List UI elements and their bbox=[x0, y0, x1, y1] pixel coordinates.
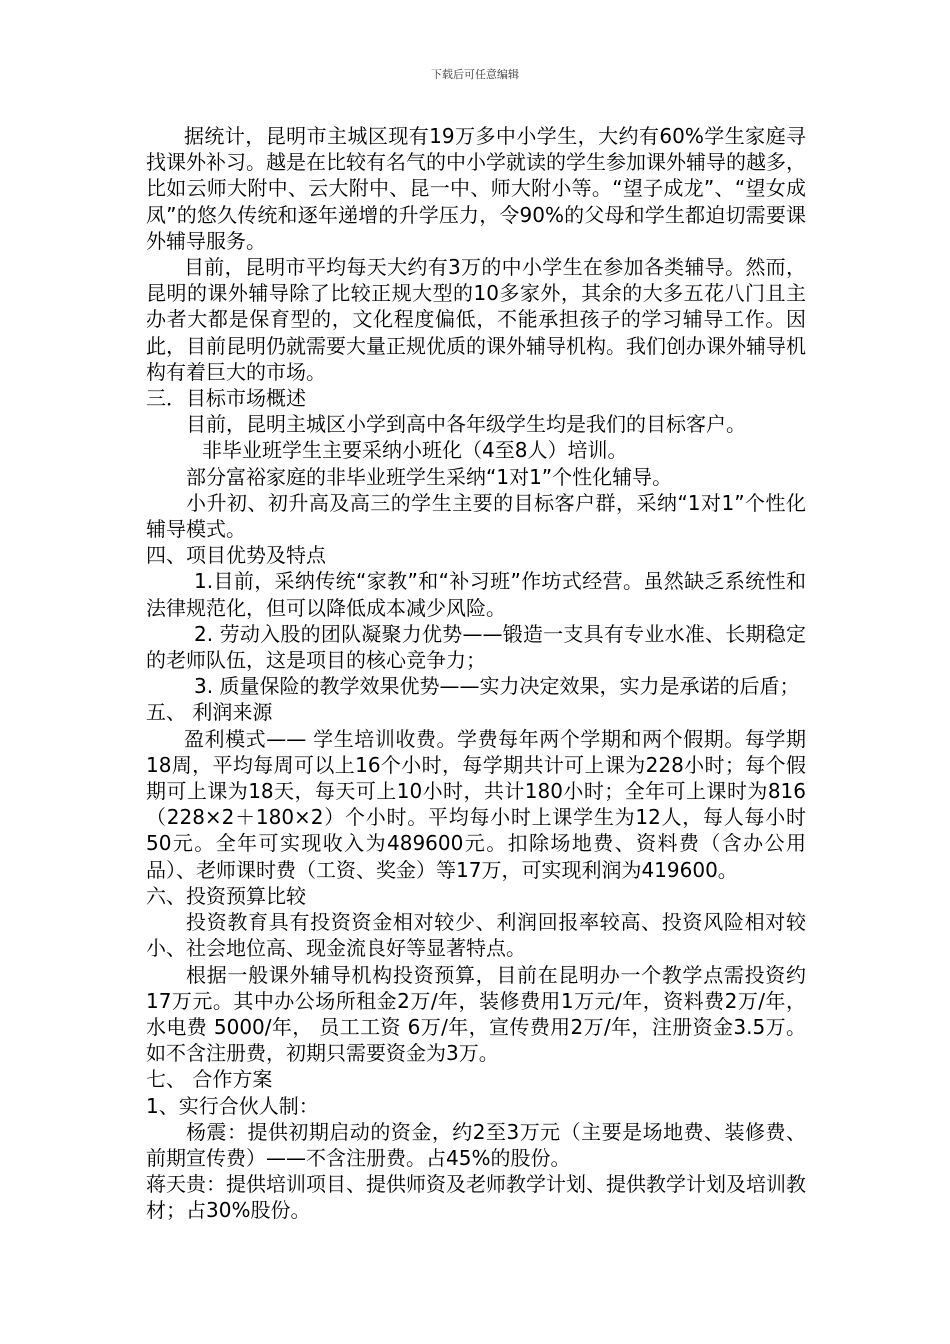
section-heading-6: 六、投资预算比较 bbox=[146, 883, 306, 908]
section-heading-7: 七、 合作方案 bbox=[146, 1067, 273, 1092]
paragraph-advantage-3: 3. 质量保险的教学效果优势——实力决定效果，实力是承诺的后盾； bbox=[194, 674, 800, 699]
paragraph-investment-features: 投资教育具有投资资金相对较少、利润回报率较高、投资风险相对较小、社会地位高、现金流良好等显著特点。 bbox=[146, 910, 806, 961]
paragraph-target-customers: 目前，昆明主城区小学到高中各年级学生均是我们的目标客户。 bbox=[186, 412, 746, 437]
paragraph-advantage-1: 1.目前，采纳传统“家教”和“补习班”作坊式经营。虽然缺乏系统性和法律规范化，但可以降低成本减少风险。 bbox=[146, 569, 806, 620]
paragraph-advantage-2: 2. 劳动入股的团队凝聚力优势——锻造一支具有专业水准、长期稳定的老师队伍，这是项目的核心竞争力； bbox=[146, 621, 806, 673]
section-heading-3: 三．目标市场概述 bbox=[146, 386, 306, 411]
paragraph-key-customers: 小升初、初升高及高三的学生主要的目标客户群，采纳“1对1”个性化辅导模式。 bbox=[146, 490, 806, 542]
paragraph-profit-model: 盈利模式—— 学生培训收费。学费每年两个学期和两个假期。每学期18周，平均每周可以上16个小时，每学期共计可上课为228小时；每个假期可上课为18天，每天可上10小时，共计180小时；全年可上课时为816（228×2＋180×2）个小时。平均每小时上课学生为12人，每人每小时50元。全年可实现收入为489600元。扣除场地费、资料费（含办公用品）、老师课时费（工资、奖金）等17万，可实现利润为419600。 bbox=[146, 726, 806, 882]
section-heading-4: 四、项目优势及特点 bbox=[146, 543, 326, 568]
paragraph-one-on-one: 部分富裕家庭的非毕业班学生采纳“1对1”个性化辅导。 bbox=[186, 464, 673, 489]
paragraph-market-current: 目前，昆明市平均每天大约有3万的中小学生在参加各类辅导。然而，昆明的课外辅导除了比较正规大型的10多家外，其余的大多五花八门且主办者大都是保育型的，文化程度偏低，不能承担孩子的学习辅导工作。因此，目前昆明仍就需要大量正规优质的课外辅导机构。我们创办课外辅导机构有着巨大的市场。 bbox=[146, 255, 806, 384]
document-body bbox=[146, 123, 806, 1224]
paragraph-small-class: 非毕业班学生主要采纳小班化（4至8人）培训。 bbox=[202, 438, 628, 463]
paragraph-partner-yang: 杨震：提供初期启动的资金，约2至3万元（主要是场地费、装修费、前期宣传费）——不含注册费。占45%的股份。 bbox=[146, 1119, 806, 1170]
subsection-partnership: 1、实行合伙人制： bbox=[146, 1093, 319, 1118]
paragraph-partner-jiang: 蒋天贵：提供培训项目、提供师资及老师教学计划、提供教学计划及培训教材；占30%股份。 bbox=[146, 1172, 806, 1223]
paragraph-market-statistics: 据统计，昆明市主城区现有19万多中小学生，大约有60%学生家庭寻找课外补习。越是在比较有名气的中小学就读的学生参加课外辅导的越多，比如云师大附中、云大附中、昆一中、师大附小等。“望子成龙”、“望女成凤”的悠久传统和逐年递增的升学压力，令90%的父母和学生都迫切需要课外辅导服务。 bbox=[146, 124, 806, 253]
page-header-note: 下载后可任意编辑 bbox=[431, 68, 519, 81]
paragraph-investment-budget: 根据一般课外辅导机构投资预算，目前在昆明办一个教学点需投资约17万元。其中办公场所租金2万/年，装修费用1万元/年，资料费2万/年，水电费 5000/年， 员工工资 6万/年，宣传费用2万/年，注册资金3.5万。如不含注册费，初期只需要资金为3万。 bbox=[146, 962, 806, 1066]
section-heading-5: 五、 利润来源 bbox=[146, 700, 273, 725]
